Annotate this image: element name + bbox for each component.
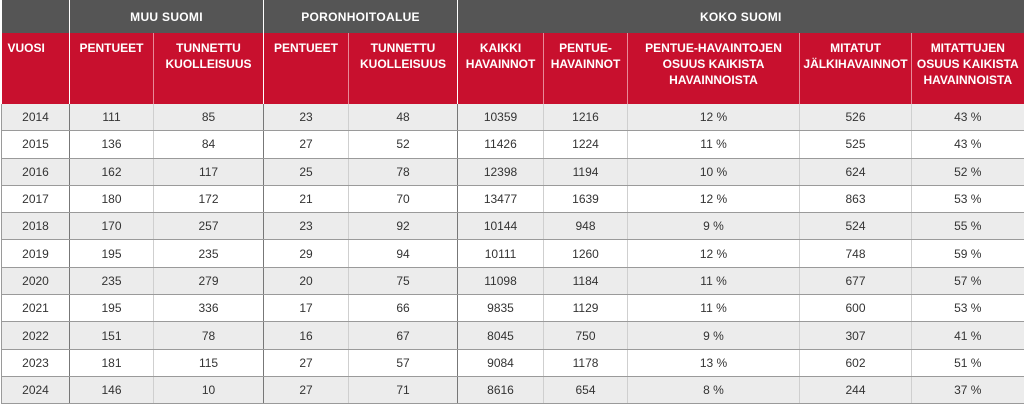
cell-kuolleisuus-muu: 84: [154, 131, 264, 158]
cell-pentueet-poro: 29: [264, 240, 349, 267]
group-header-blank: [2, 0, 70, 33]
column-header-line: OSUUS KAIKISTA: [662, 57, 765, 71]
column-header-line: KUOLLEISUUS: [165, 57, 252, 71]
cell-mitattujen-osuus: 43 %: [912, 131, 1024, 158]
table-row: [2, 240, 1024, 267]
table-row: [2, 267, 1024, 294]
cell-pentue-havainnot: 948: [544, 213, 628, 240]
cell-kuolleisuus-muu: 172: [154, 185, 264, 212]
cell-vuosi: 2015: [2, 131, 70, 158]
column-header-line: KAIKKI: [479, 41, 522, 55]
cell-mitattujen-osuus: 43 %: [912, 104, 1024, 131]
column-header-line: PENTUEET: [274, 41, 339, 55]
cell-pentue-osuus: 11 %: [628, 131, 800, 158]
cell-pentue-havainnot: 1129: [544, 295, 628, 322]
cell-pentueet-muu: 170: [70, 213, 154, 240]
column-header-kaikki-havainnot: [458, 33, 544, 104]
cell-mitatut-jalkihavainnot: 748: [800, 240, 912, 267]
cell-vuosi: 2016: [2, 158, 70, 185]
cell-pentueet-poro: 20: [264, 267, 349, 294]
cell-pentueet-muu: 146: [70, 376, 154, 403]
cell-pentue-osuus: 12 %: [628, 240, 800, 267]
cell-kuolleisuus-poro: 92: [349, 213, 458, 240]
column-header-line: HAVAINNOT: [550, 57, 621, 71]
cell-mitatut-jalkihavainnot: 600: [800, 295, 912, 322]
cell-pentue-havainnot: 1224: [544, 131, 628, 158]
cell-pentue-havainnot: 654: [544, 376, 628, 403]
cell-pentueet-muu: 195: [70, 240, 154, 267]
cell-vuosi: 2020: [2, 267, 70, 294]
cell-mitatut-jalkihavainnot: 624: [800, 158, 912, 185]
cell-mitatut-jalkihavainnot: 307: [800, 322, 912, 349]
cell-kuolleisuus-poro: 94: [349, 240, 458, 267]
cell-pentue-osuus: 12 %: [628, 185, 800, 212]
cell-mitatut-jalkihavainnot: 602: [800, 349, 912, 376]
column-header-vuosi: [2, 33, 70, 104]
column-header-pentueet-poro: [264, 33, 349, 104]
table-body: [2, 104, 1024, 404]
cell-pentue-osuus: 11 %: [628, 295, 800, 322]
table-row: [2, 376, 1024, 403]
column-header-line: JÄLKIHAVAINNOT: [803, 57, 908, 71]
column-header-line: HAVAINNOISTA: [923, 73, 1013, 87]
column-header-line: MITATTUJEN: [930, 41, 1005, 55]
cell-pentueet-muu: 151: [70, 322, 154, 349]
column-header-kuolleisuus-muu: [154, 33, 264, 104]
column-header-line: HAVAINNOT: [465, 57, 536, 71]
cell-mitatut-jalkihavainnot: 244: [800, 376, 912, 403]
cell-pentueet-poro: 17: [264, 295, 349, 322]
column-header-pentueet-muu: [70, 33, 154, 104]
cell-kaikki-havainnot: 9084: [458, 349, 544, 376]
cell-kuolleisuus-muu: 279: [154, 267, 264, 294]
cell-kuolleisuus-poro: 67: [349, 322, 458, 349]
cell-pentue-osuus: 9 %: [628, 322, 800, 349]
cell-mitattujen-osuus: 53 %: [912, 185, 1024, 212]
cell-pentueet-poro: 16: [264, 322, 349, 349]
column-header-line: TUNNETTU: [176, 41, 241, 55]
cell-kuolleisuus-poro: 75: [349, 267, 458, 294]
cell-kuolleisuus-muu: 78: [154, 322, 264, 349]
column-header-line: PENTUE-HAVAINTOJEN: [645, 41, 782, 55]
cell-kaikki-havainnot: 8616: [458, 376, 544, 403]
cell-pentue-osuus: 12 %: [628, 104, 800, 131]
cell-pentue-havainnot: 1178: [544, 349, 628, 376]
cell-kuolleisuus-poro: 66: [349, 295, 458, 322]
column-header-row: [2, 33, 1024, 104]
cell-kuolleisuus-muu: 235: [154, 240, 264, 267]
cell-mitatut-jalkihavainnot: 524: [800, 213, 912, 240]
cell-pentueet-muu: 111: [70, 104, 154, 131]
cell-pentueet-muu: 136: [70, 131, 154, 158]
cell-vuosi: 2017: [2, 185, 70, 212]
group-header-poronhoitoalue: PORONHOITOALUE: [264, 0, 458, 33]
cell-mitattujen-osuus: 57 %: [912, 267, 1024, 294]
column-header-line: PENTUE-: [559, 41, 612, 55]
cell-kaikki-havainnot: 10111: [458, 240, 544, 267]
cell-pentueet-muu: 195: [70, 295, 154, 322]
table-row: [2, 213, 1024, 240]
cell-pentueet-poro: 23: [264, 104, 349, 131]
cell-kuolleisuus-poro: 52: [349, 131, 458, 158]
cell-pentue-osuus: 13 %: [628, 349, 800, 376]
column-header-line: PENTUEET: [79, 41, 144, 55]
cell-mitattujen-osuus: 41 %: [912, 322, 1024, 349]
cell-mitattujen-osuus: 53 %: [912, 295, 1024, 322]
cell-mitatut-jalkihavainnot: 525: [800, 131, 912, 158]
cell-kaikki-havainnot: 11426: [458, 131, 544, 158]
cell-pentueet-poro: 23: [264, 213, 349, 240]
table-row: [2, 349, 1024, 376]
cell-pentueet-poro: 27: [264, 349, 349, 376]
column-header-mitattujen-osuus: [912, 33, 1024, 104]
cell-vuosi: 2021: [2, 295, 70, 322]
cell-mitattujen-osuus: 37 %: [912, 376, 1024, 403]
cell-pentue-osuus: 9 %: [628, 213, 800, 240]
cell-vuosi: 2022: [2, 322, 70, 349]
cell-mitatut-jalkihavainnot: 677: [800, 267, 912, 294]
cell-pentueet-poro: 25: [264, 158, 349, 185]
column-header-line: HAVAINNOISTA: [669, 73, 758, 87]
cell-kaikki-havainnot: 12398: [458, 158, 544, 185]
cell-kaikki-havainnot: 10359: [458, 104, 544, 131]
column-header-pentue-osuus: [628, 33, 800, 104]
cell-pentue-osuus: 11 %: [628, 267, 800, 294]
cell-kuolleisuus-muu: 10: [154, 376, 264, 403]
table-row: [2, 158, 1024, 185]
cell-pentueet-poro: 27: [264, 131, 349, 158]
cell-kuolleisuus-poro: 57: [349, 349, 458, 376]
cell-kuolleisuus-muu: 257: [154, 213, 264, 240]
cell-kaikki-havainnot: 8045: [458, 322, 544, 349]
cell-kuolleisuus-poro: 78: [349, 158, 458, 185]
column-header-line: OSUUS KAIKISTA: [916, 57, 1019, 71]
cell-pentueet-muu: 162: [70, 158, 154, 185]
cell-vuosi: 2018: [2, 213, 70, 240]
cell-kuolleisuus-muu: 85: [154, 104, 264, 131]
cell-kuolleisuus-poro: 70: [349, 185, 458, 212]
cell-pentueet-muu: 181: [70, 349, 154, 376]
table-row: [2, 295, 1024, 322]
group-header-koko-suomi: KOKO SUOMI: [458, 0, 1024, 33]
cell-vuosi: 2023: [2, 349, 70, 376]
cell-vuosi: 2014: [2, 104, 70, 131]
group-header-muu-suomi: MUU SUOMI: [70, 0, 264, 33]
column-header-kuolleisuus-poro: [349, 33, 458, 104]
cell-pentueet-poro: 21: [264, 185, 349, 212]
cell-pentueet-poro: 27: [264, 376, 349, 403]
table-row: [2, 185, 1024, 212]
cell-kaikki-havainnot: 11098: [458, 267, 544, 294]
column-header-line: TUNNETTU: [370, 41, 436, 55]
cell-kuolleisuus-muu: 115: [154, 349, 264, 376]
cell-pentue-havainnot: 1216: [544, 104, 628, 131]
group-header-row: [2, 0, 1024, 33]
cell-pentue-havainnot: 1194: [544, 158, 628, 185]
cell-mitattujen-osuus: 55 %: [912, 213, 1024, 240]
cell-pentue-havainnot: 1260: [544, 240, 628, 267]
cell-mitatut-jalkihavainnot: 863: [800, 185, 912, 212]
cell-kuolleisuus-muu: 117: [154, 158, 264, 185]
cell-vuosi: 2019: [2, 240, 70, 267]
column-header-pentue-havainnot: [544, 33, 628, 104]
cell-pentue-havainnot: 750: [544, 322, 628, 349]
cell-kuolleisuus-poro: 71: [349, 376, 458, 403]
cell-pentue-havainnot: 1639: [544, 185, 628, 212]
cell-mitatut-jalkihavainnot: 526: [800, 104, 912, 131]
cell-pentue-havainnot: 1184: [544, 267, 628, 294]
cell-pentue-osuus: 10 %: [628, 158, 800, 185]
column-header-mitatut-jalkihavainnot: [800, 33, 912, 104]
cell-kuolleisuus-muu: 336: [154, 295, 264, 322]
column-header-line: VUOSI: [7, 41, 45, 55]
cell-kaikki-havainnot: 9835: [458, 295, 544, 322]
column-header-line: KUOLLEISUUS: [360, 57, 447, 71]
table-row: [2, 131, 1024, 158]
cell-kuolleisuus-poro: 48: [349, 104, 458, 131]
cell-pentueet-muu: 180: [70, 185, 154, 212]
column-header-line: MITATUT: [830, 41, 881, 55]
table-row: [2, 322, 1024, 349]
data-table: [1, 0, 1024, 404]
cell-kaikki-havainnot: 10144: [458, 213, 544, 240]
cell-pentueet-muu: 235: [70, 267, 154, 294]
cell-mitattujen-osuus: 59 %: [912, 240, 1024, 267]
cell-kaikki-havainnot: 13477: [458, 185, 544, 212]
cell-mitattujen-osuus: 51 %: [912, 349, 1024, 376]
table-row: [2, 104, 1024, 131]
cell-vuosi: 2024: [2, 376, 70, 403]
cell-pentue-osuus: 8 %: [628, 376, 800, 403]
cell-mitattujen-osuus: 52 %: [912, 158, 1024, 185]
